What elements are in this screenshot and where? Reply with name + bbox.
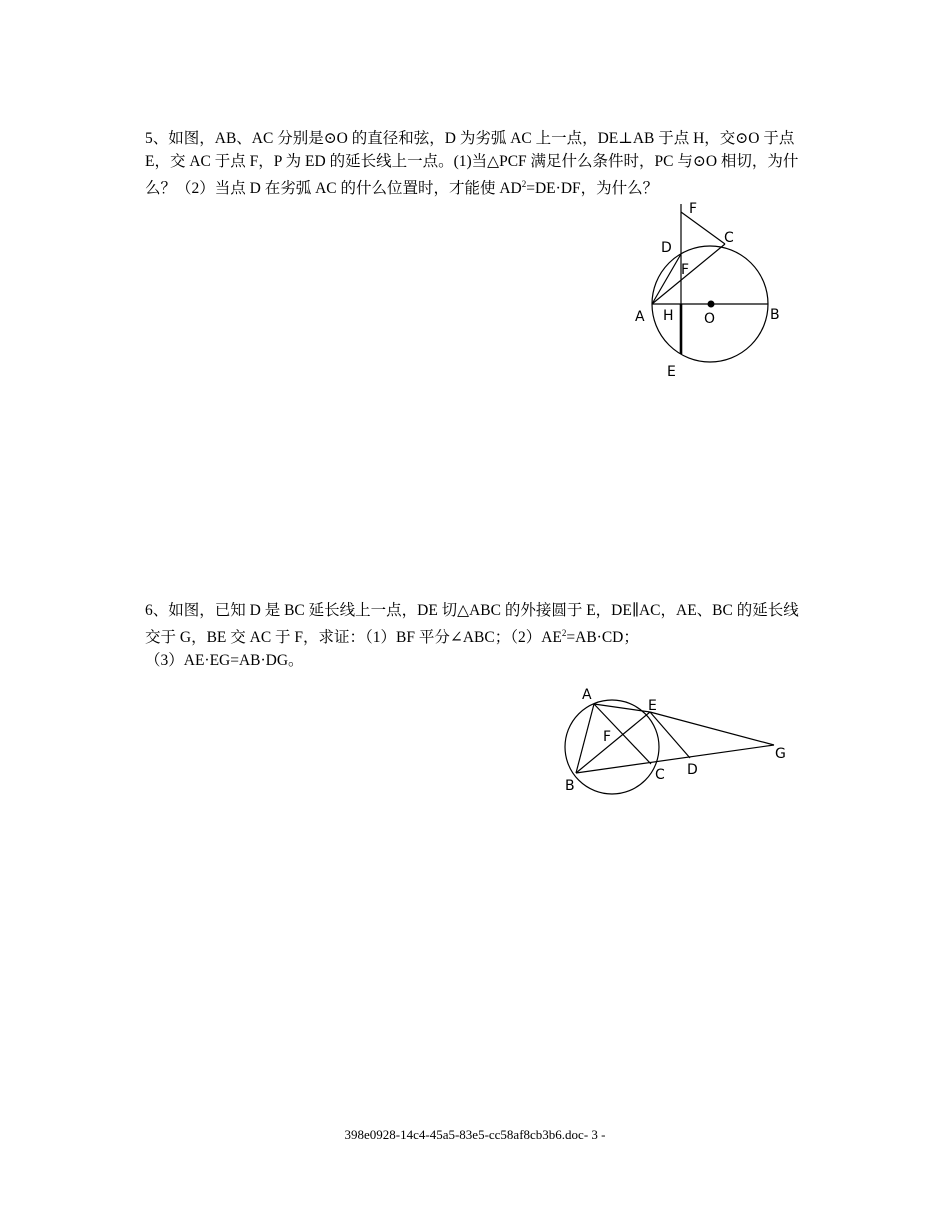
label-a: A: [582, 687, 592, 703]
problem-5-figure: [630, 195, 790, 385]
label-g: G: [775, 746, 786, 762]
label-e: E: [648, 698, 657, 714]
page-footer: 398e0928-14c4-45a5-83e5-cc58af8cb3b6.doc- 3 -: [344, 1127, 606, 1142]
segment-eg: [650, 712, 774, 745]
label-e: E: [667, 364, 676, 380]
problem-6-line-1: 6、如图，已知 D 是 BC 延长线上一点，DE 切△ABC 的外接圆于 E，DE∥AC，AE、BC 的延长线交于 G，BE 交 AC 于 F，求证：（1）BF 平分∠ABC；$(2)AE^2=AB\cdot CD$；: [145, 602, 799, 647]
circle-diagram-5: [630, 195, 790, 385]
label-b: B: [770, 307, 780, 323]
label-o: O: [704, 311, 716, 327]
center-dot-o: [708, 301, 715, 308]
problem-6: [145, 599, 810, 672]
circle-diagram-6: [555, 682, 795, 802]
segment-pc: [681, 212, 725, 244]
label-f: F: [603, 729, 612, 745]
problem-6-line-2: （3）AE·EG=AB·DG。: [145, 652, 304, 670]
circumcircle-abc: [565, 700, 659, 794]
label-c: C: [724, 230, 734, 246]
label-a: A: [635, 309, 645, 325]
problem-6-figure: [555, 682, 795, 802]
problem-5: [145, 127, 810, 200]
label-f-top: F: [689, 201, 698, 217]
label-b: B: [565, 778, 575, 794]
label-h: H: [663, 308, 674, 324]
segment-ae: [594, 704, 650, 712]
chord-ad: [652, 254, 681, 304]
problem-5-text: 5、如图，AB、AC 分别是⊙O 的直径和弦，D 为劣弧 AC 上一点，DE⊥AB 于点 H，交⊙O 于点 E，交 AC 于点 F，P 为 ED 的延长线上一点。(1)当△PCF 满足什么条件时，PC 与⊙O 相切，为什么？（2）当点 D 在劣弧 AC 的什么位置时，才能使 $AD^2=DE\cdot DF$，为什么？: [145, 130, 799, 198]
label-d: D: [687, 762, 698, 778]
label-f-mid: F: [681, 262, 690, 278]
label-c: C: [655, 767, 665, 783]
label-d: D: [661, 240, 672, 256]
segment-ed: [650, 712, 690, 758]
